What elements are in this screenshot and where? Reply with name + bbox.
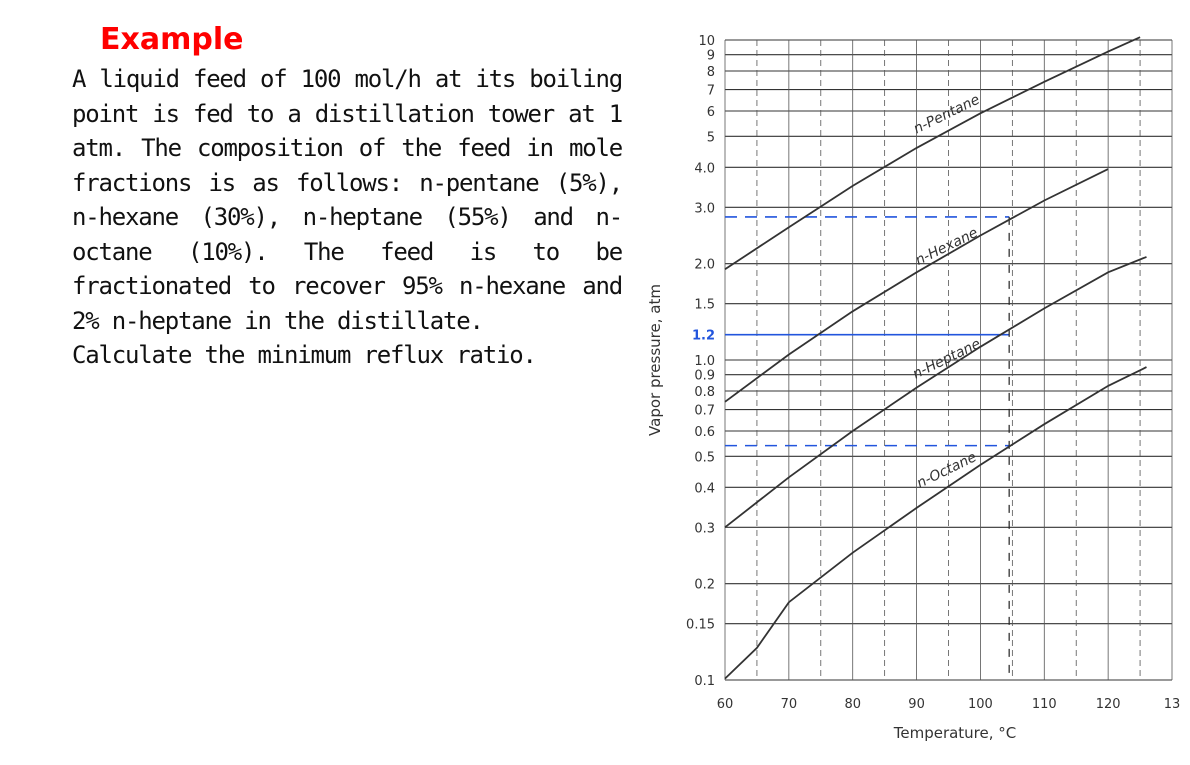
example-title: Example [100, 22, 244, 57]
series-label-n-octane: n-Octane [914, 449, 980, 492]
y-tick-label: 7 [706, 83, 715, 99]
problem-statement [72, 62, 622, 373]
vapor-pressure-chart [630, 20, 1190, 760]
y-tick-label: 1.5 [694, 297, 715, 313]
y-tick-label: 9 [706, 48, 715, 64]
y-tick-label: 0.8 [694, 385, 715, 401]
x-tick-label: 120 [1095, 697, 1121, 712]
question-text: Calculate the minimum reflux ratio. [72, 341, 536, 369]
x-tick-label: 100 [968, 697, 993, 712]
y-tick-label: 6 [706, 104, 715, 120]
annotation-lines [692, 217, 1009, 680]
x-tick-label: 13 [1163, 697, 1181, 712]
y-tick-label: 0.9 [694, 368, 715, 384]
series-line-n-heptane [725, 257, 1147, 527]
annotation-label: 1.2 [691, 328, 715, 344]
y-tick-label: 0.2 [694, 577, 715, 593]
y-tick-label: 0.1 [694, 674, 715, 689]
y-tick-label: 0.7 [694, 403, 715, 419]
y-tick-label: 10 [698, 34, 715, 49]
x-tick-label: 60 [716, 697, 734, 712]
x-tick-label: 70 [780, 697, 798, 712]
series-label-n-pentane: n-Pentane [911, 91, 983, 138]
y-tick-label: 2.0 [694, 257, 715, 273]
series-line-n-octane [725, 367, 1147, 678]
y-tick-label: 0.5 [694, 450, 715, 466]
x-axis-label: Temperature, °C [893, 724, 1017, 742]
y-tick-label: 3.0 [694, 201, 715, 217]
y-tick-label: 0.15 [686, 617, 715, 633]
y-tick-label: 4.0 [694, 161, 715, 177]
series-labels [910, 92, 983, 492]
y-tick-label: 1.0 [694, 354, 715, 369]
y-tick-label: 5 [706, 130, 715, 146]
problem-text: A liquid feed of 100 mol/h at its boiling point is fed to a distillation tower at 1 atm. The composition of the feed in mole fractions is as follows: n-pentane (5%), n-hexane (30%), n-heptane (55%) and n-octane (10%). The feed is to be fractionated to recover 95% n-hexane and 2% n-heptane in the distillate. [72, 65, 622, 335]
y-tick-label: 0.4 [694, 481, 715, 497]
series-line-n-pentane [725, 37, 1140, 269]
y-axis-label: Vapor pressure, atm [646, 284, 664, 436]
x-tick-label: 110 [1031, 697, 1057, 712]
x-tick-label: 90 [908, 697, 925, 712]
x-tick-label: 80 [844, 697, 861, 712]
y-tick-label: 0.3 [694, 521, 715, 537]
y-tick-label: 8 [706, 65, 715, 81]
series-label-n-hexane: n-Hexane [912, 224, 981, 269]
series-label-n-heptane: n-Heptane [910, 335, 984, 383]
y-tick-label: 0.6 [694, 424, 715, 440]
